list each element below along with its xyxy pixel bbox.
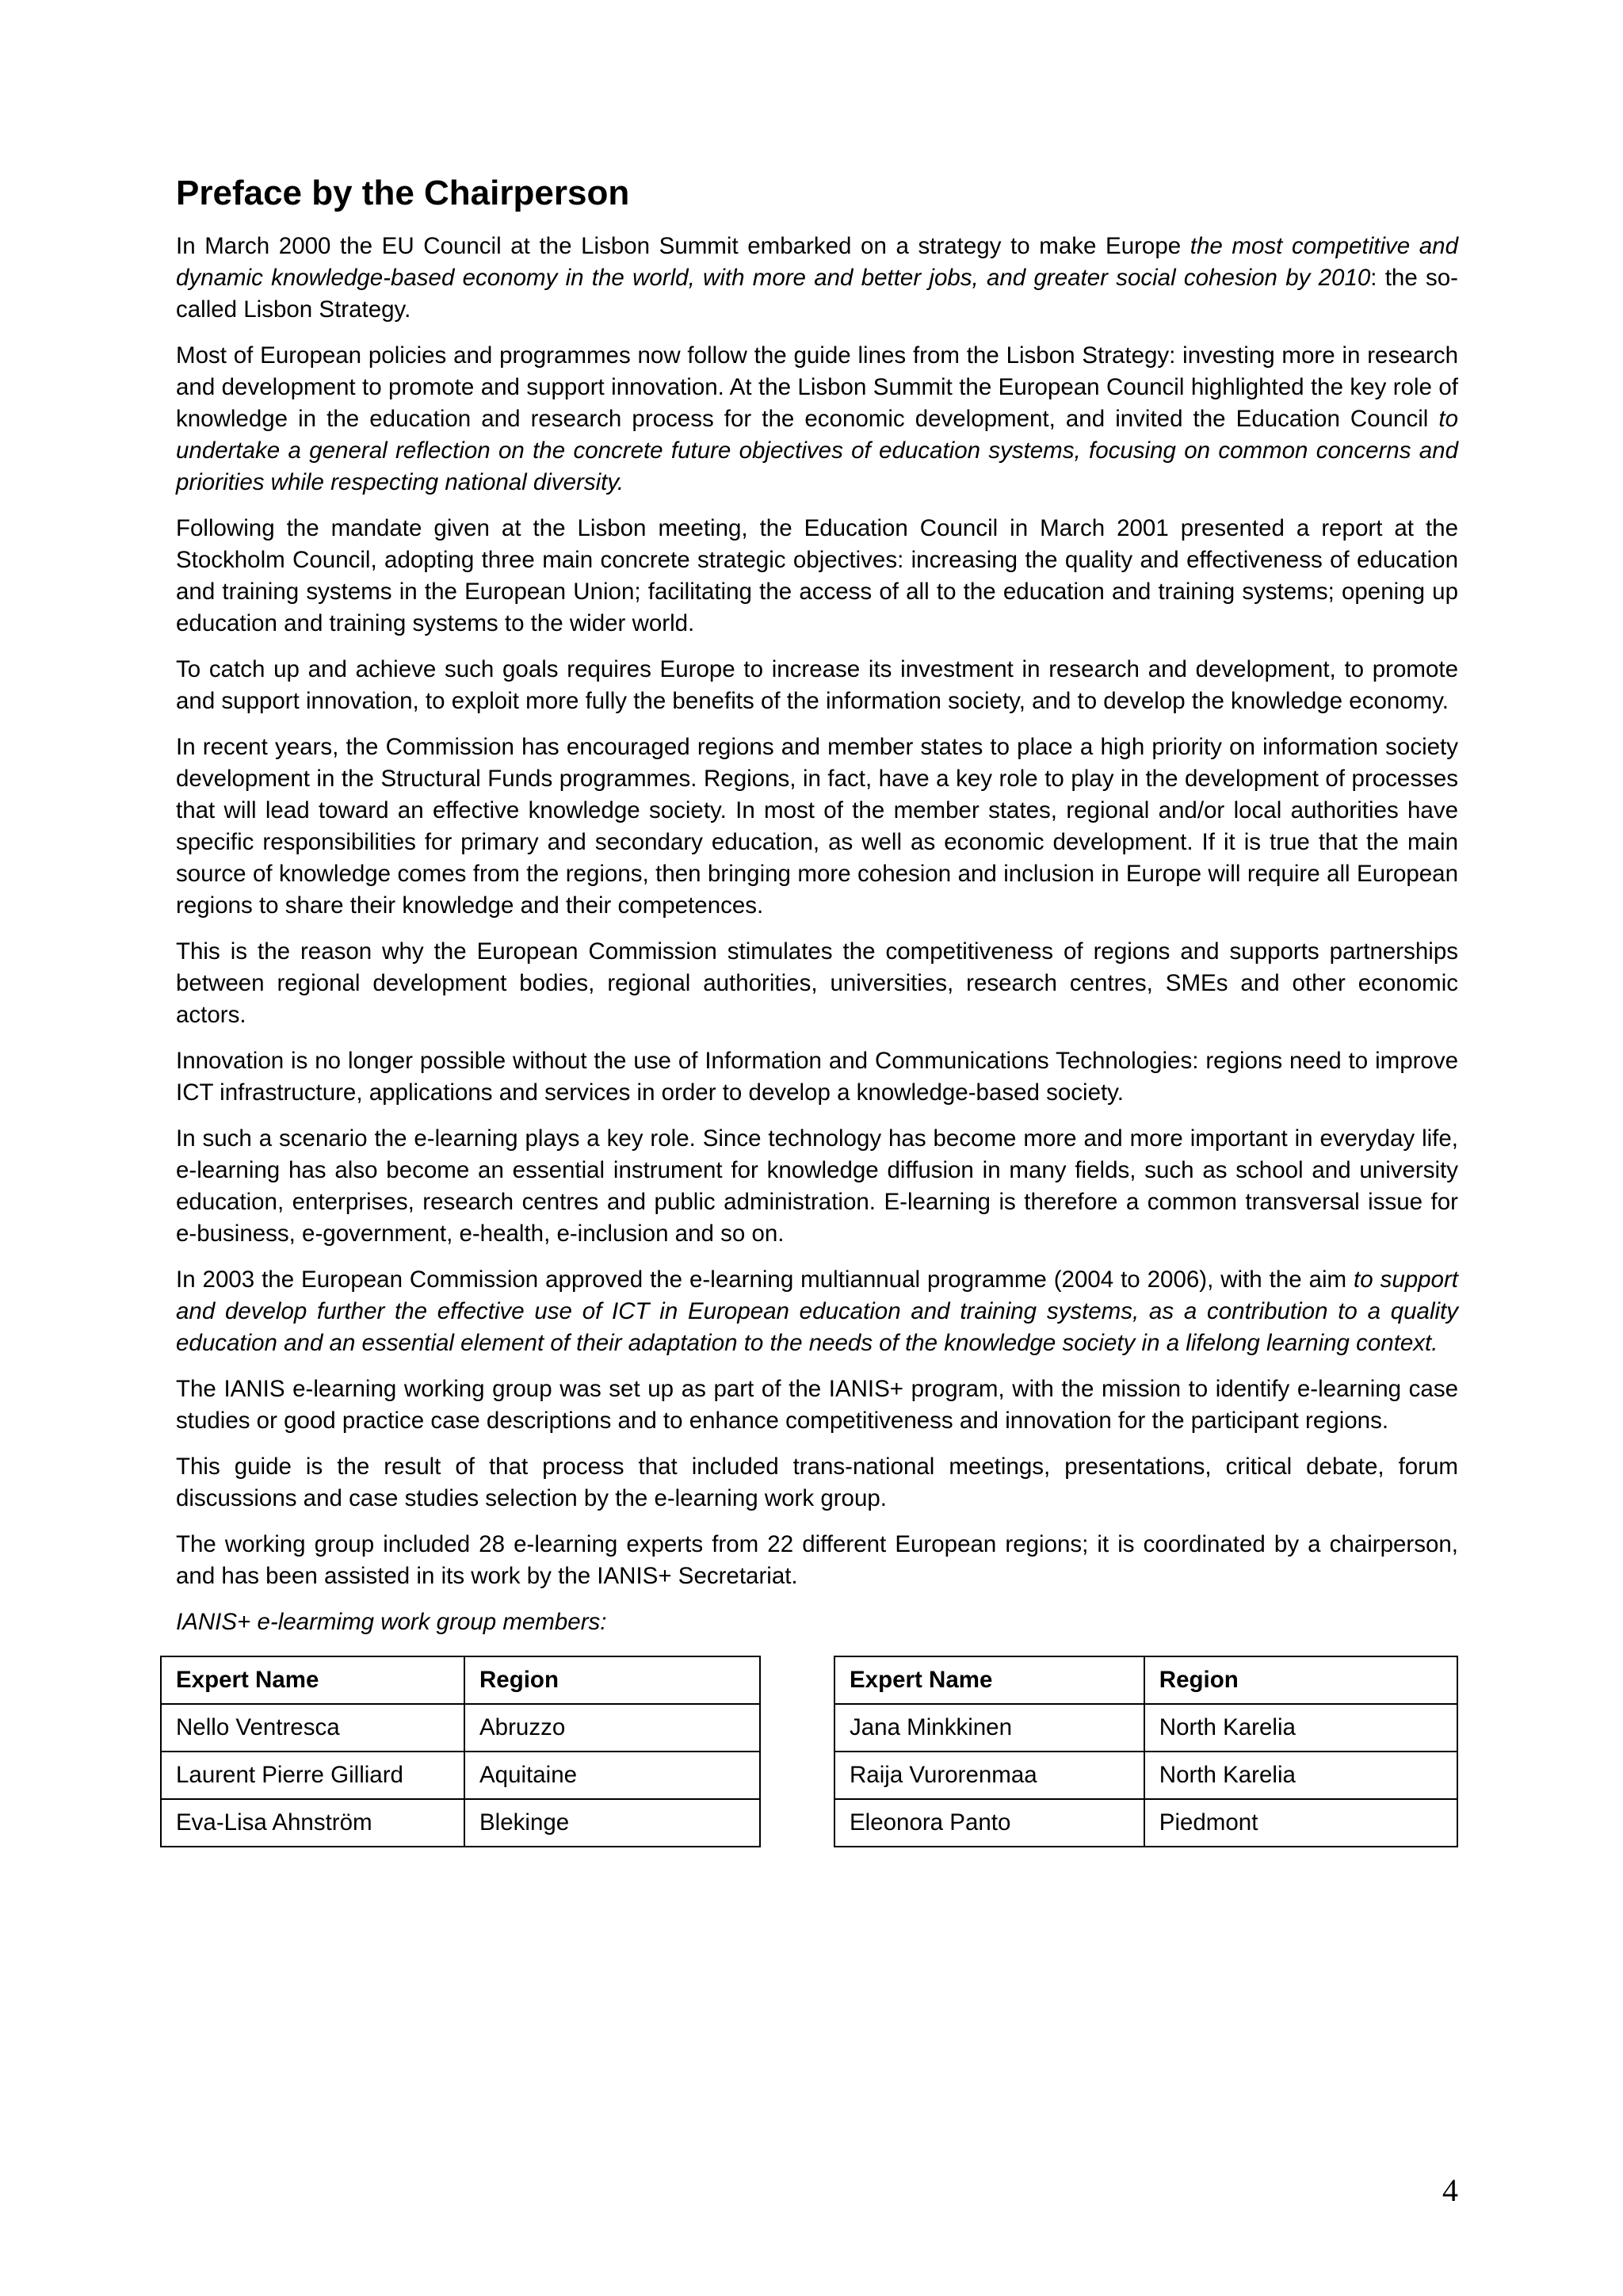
page-title: Preface by the Chairperson xyxy=(176,174,630,212)
header-region: Region xyxy=(1144,1656,1457,1704)
document-page xyxy=(176,173,1458,1862)
members-table-right xyxy=(834,1656,1458,1847)
members-tables xyxy=(176,1656,1458,1862)
paragraph-1: In March 2000 the EU Council at the Lisbon Summit embarked on a strategy to make Europe the most competitive and dynamic knowledge-based economy in the world, with more and better jobs, and greater social cohesion by 2010: the so-called Lisbon Strategy. xyxy=(176,232,1458,323)
expert-name-cell: Jana Minkkinen xyxy=(834,1704,1144,1752)
paragraph-2: Most of European policies and programmes now follow the guide lines from the Lisbon Strategy: investing more in research and development to promote and support innovation. At the Lisbon Summit the European Council highlighted the key role of knowledge in the education and research process for the economic development, and invited the Education Council to undertake a general reflection on the concrete future objectives of education systems, focusing on common concerns and priorities while respecting national diversity. xyxy=(176,342,1458,495)
paragraph-3: Following the mandate given at the Lisbon meeting, the Education Council in March 2001 presented a report at the Stockholm Council, adopting three main concrete strategic objectives: increasing the quality and effectiveness of education and training systems in the European Union; facilitating the access of all to the education and training systems; opening up education and training systems to the wider world. xyxy=(176,514,1458,636)
table-row xyxy=(834,1704,1457,1752)
expert-name-cell: Nello Ventresca xyxy=(161,1704,464,1752)
expert-name-cell: Eva-Lisa Ahnström xyxy=(161,1799,464,1847)
paragraph-4: To catch up and achieve such goals requires Europe to increase its investment in research and development, to promote and support innovation, to exploit more fully the benefits of the information society, and to develop the knowledge economy. xyxy=(176,655,1458,714)
expert-name-cell: Laurent Pierre Gilliard xyxy=(161,1752,464,1799)
table-row xyxy=(161,1704,760,1752)
header-region: Region xyxy=(464,1656,760,1704)
table-row xyxy=(834,1799,1457,1847)
paragraph-7: Innovation is no longer possible without the use of Information and Communications Technologies: regions need to improve ICT infrastructure, applications and services in order to develop a knowledge-based society. xyxy=(176,1047,1458,1106)
expert-name-cell: Eleonora Panto xyxy=(834,1799,1144,1847)
emphasis: to undertake a general reflection on the concrete future objectives of education systems, focusing on common concerns and priorities while respecting national diversity. xyxy=(176,405,1458,495)
paragraph-9: In 2003 the European Commission approved the e-learning multiannual programme (2004 to 2006), with the aim to support and develop further the effective use of ICT in European education and training systems, as a contribution to a quality education and an essential element of their adaptation to the needs of the knowledge society in a lifelong learning context. xyxy=(176,1266,1458,1356)
paragraph-6: This is the reason why the European Commission stimulates the competitiveness of regions and supports partnerships between regional development bodies, regional authorities, universities, research centres, SMEs and other economic actors. xyxy=(176,938,1458,1028)
region-cell: Aquitaine xyxy=(464,1752,760,1799)
paragraph-12: The working group included 28 e-learning experts from 22 different European regions; it is coordinated by a chairperson, and has been assisted in its work by the IANIS+ Secretariat. xyxy=(176,1530,1458,1589)
region-cell: Abruzzo xyxy=(464,1704,760,1752)
table-header-row xyxy=(834,1656,1457,1704)
region-cell: North Karelia xyxy=(1144,1752,1457,1799)
members-table-left xyxy=(160,1656,761,1847)
expert-name-cell: Raija Vurorenmaa xyxy=(834,1752,1144,1799)
table-row xyxy=(161,1752,760,1799)
paragraph-8: In such a scenario the e-learning plays a key role. Since technology has become more and more important in everyday life, e-learning has also become an essential instrument for knowledge diffusion in many fields, such as school and university education, enterprises, research centres and public administration. E-learning is therefore a common transversal issue for e-business, e-government, e-health, e-inclusion and so on. xyxy=(176,1125,1458,1247)
emphasis: the most competitive and dynamic knowledge-based economy in the world, with more and better jobs, and greater social cohesion by 2010 xyxy=(176,232,1458,291)
region-cell: North Karelia xyxy=(1144,1704,1457,1752)
paragraph-11: This guide is the result of that process that included trans-national meetings, presentations, critical debate, forum discussions and case studies selection by the e-learning work group. xyxy=(176,1453,1458,1511)
paragraph-10: The IANIS e-learning working group was set up as part of the IANIS+ program, with the mission to identify e-learning case studies or good practice case descriptions and to enhance competitiveness and innovation for the participant regions. xyxy=(176,1375,1458,1434)
emphasis: to support and develop further the effective use of ICT in European education and training systems, as a contribution to a quality education and an essential element of their adaptation to the needs of the knowledge society in a lifelong learning context. xyxy=(176,1266,1458,1356)
region-cell: Piedmont xyxy=(1144,1799,1457,1847)
region-cell: Blekinge xyxy=(464,1799,760,1847)
table-row xyxy=(161,1799,760,1847)
header-expert-name: Expert Name xyxy=(161,1656,464,1704)
paragraph-5: In recent years, the Commission has encouraged regions and member states to place a high priority on information society development in the Structural Funds programmes. Regions, in fact, have a key role to play in the development of processes that will lead toward an effective knowledge society. In most of the member states, regional and/or local authorities have specific responsibilities for primary and secondary education, as well as economic development. If it is true that the main source of knowledge comes from the regions, then bringing more cohesion and inclusion in Europe will require all European regions to share their knowledge and their competences. xyxy=(176,733,1458,919)
table-caption: IANIS+ e-learmimg work group members: xyxy=(176,1608,607,1635)
header-expert-name: Expert Name xyxy=(834,1656,1144,1704)
table-header-row xyxy=(161,1656,760,1704)
page-number: 4 xyxy=(1442,2172,1458,2208)
table-row xyxy=(834,1752,1457,1799)
